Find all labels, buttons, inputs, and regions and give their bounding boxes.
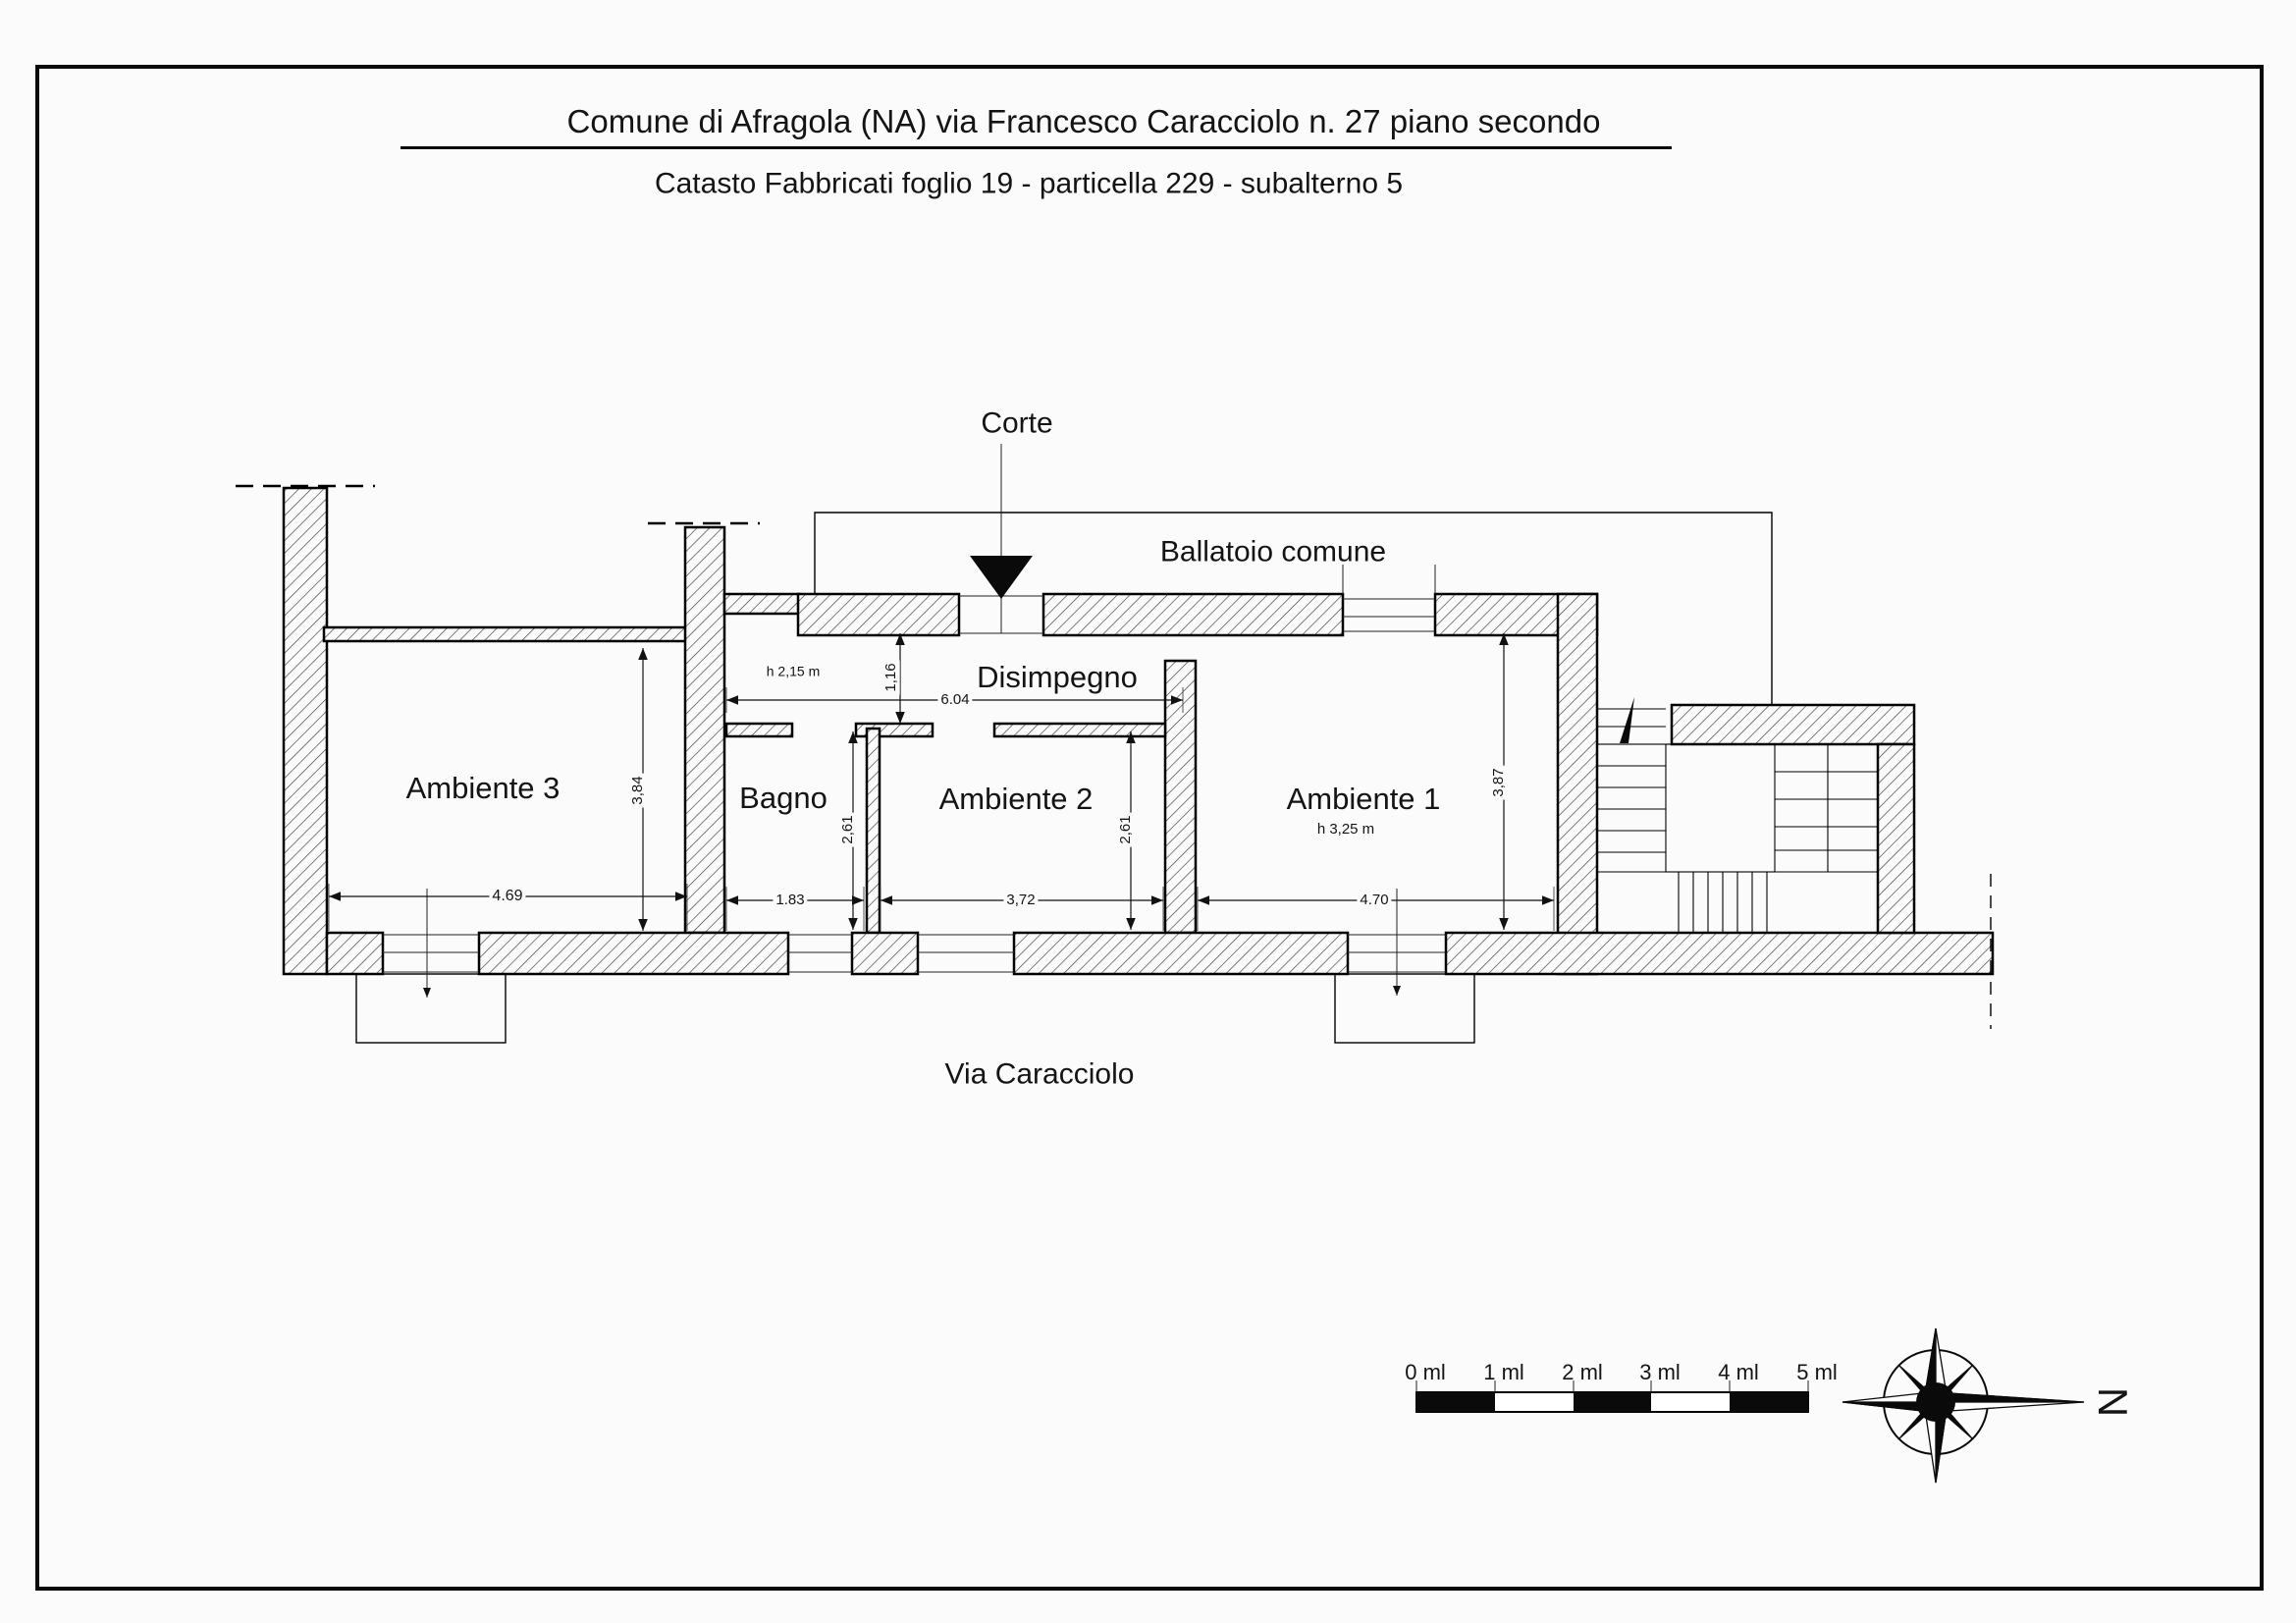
street-label-via-caracciolo: Via Caracciolo [944, 1057, 1135, 1091]
scale-label-5: 5 ml [1796, 1359, 1838, 1384]
room-label-bagno: Bagno [739, 780, 828, 815]
room-label-ambiente2: Ambiente 2 [938, 781, 1094, 816]
window-ambiente3 [383, 935, 479, 972]
room-label-disimpegno: Disimpegno [974, 661, 1141, 694]
dim-corridor-length: 6.04 [937, 692, 972, 709]
entrance-arrow-icon [970, 444, 1033, 633]
compass-rose-icon [1842, 1328, 2084, 1483]
north-label: N [2090, 1386, 2137, 1418]
area-label-ballatoio: Ballatoio comune [1159, 535, 1387, 568]
scale-label-2: 2 ml [1562, 1359, 1603, 1384]
room-label-ambiente1: Ambiente 1 [1286, 781, 1441, 816]
dim-ambiente3-depth: 3,84 [630, 773, 647, 807]
window-bagno [788, 935, 852, 972]
dim-ambiente2-width: 3,72 [1003, 893, 1038, 909]
scale-bar [1416, 1380, 1808, 1412]
walls [284, 488, 1993, 974]
dim-bagno-depth: 2,61 [840, 812, 857, 846]
dim-ambiente1-depth: 3,87 [1491, 765, 1508, 799]
stair-up-arrow-icon [1620, 697, 1634, 743]
dim-ambiente2-depth: 2,61 [1118, 812, 1135, 846]
dim-ambiente1-width: 4.70 [1357, 893, 1391, 909]
dim-ambiente3-width: 4.69 [489, 888, 525, 905]
height-note-corridor: h 2,15 m [766, 663, 821, 679]
height-note-ambiente1: h 3,25 m [1316, 820, 1375, 838]
scale-label-3: 3 ml [1639, 1359, 1681, 1384]
window-ambiente2 [918, 935, 1014, 972]
dim-corridor-width: 1,16 [883, 660, 900, 694]
dim-bagno-width: 1.83 [773, 893, 807, 909]
area-label-corte: Corte [981, 406, 1053, 440]
scale-label-4: 4 ml [1718, 1359, 1759, 1384]
page-title: Comune di Afragola (NA) via Francesco Caracciolo n. 27 piano secondo [566, 102, 1601, 139]
page-subtitle: Catasto Fabbricati foglio 19 - particella 229 - subalterno 5 [654, 167, 1404, 200]
room-label-ambiente3: Ambiente 3 [405, 770, 561, 805]
scale-label-0: 0 ml [1405, 1359, 1446, 1384]
scale-label-1: 1 ml [1483, 1359, 1524, 1384]
window-ballatoio-a1 [1343, 565, 1435, 631]
